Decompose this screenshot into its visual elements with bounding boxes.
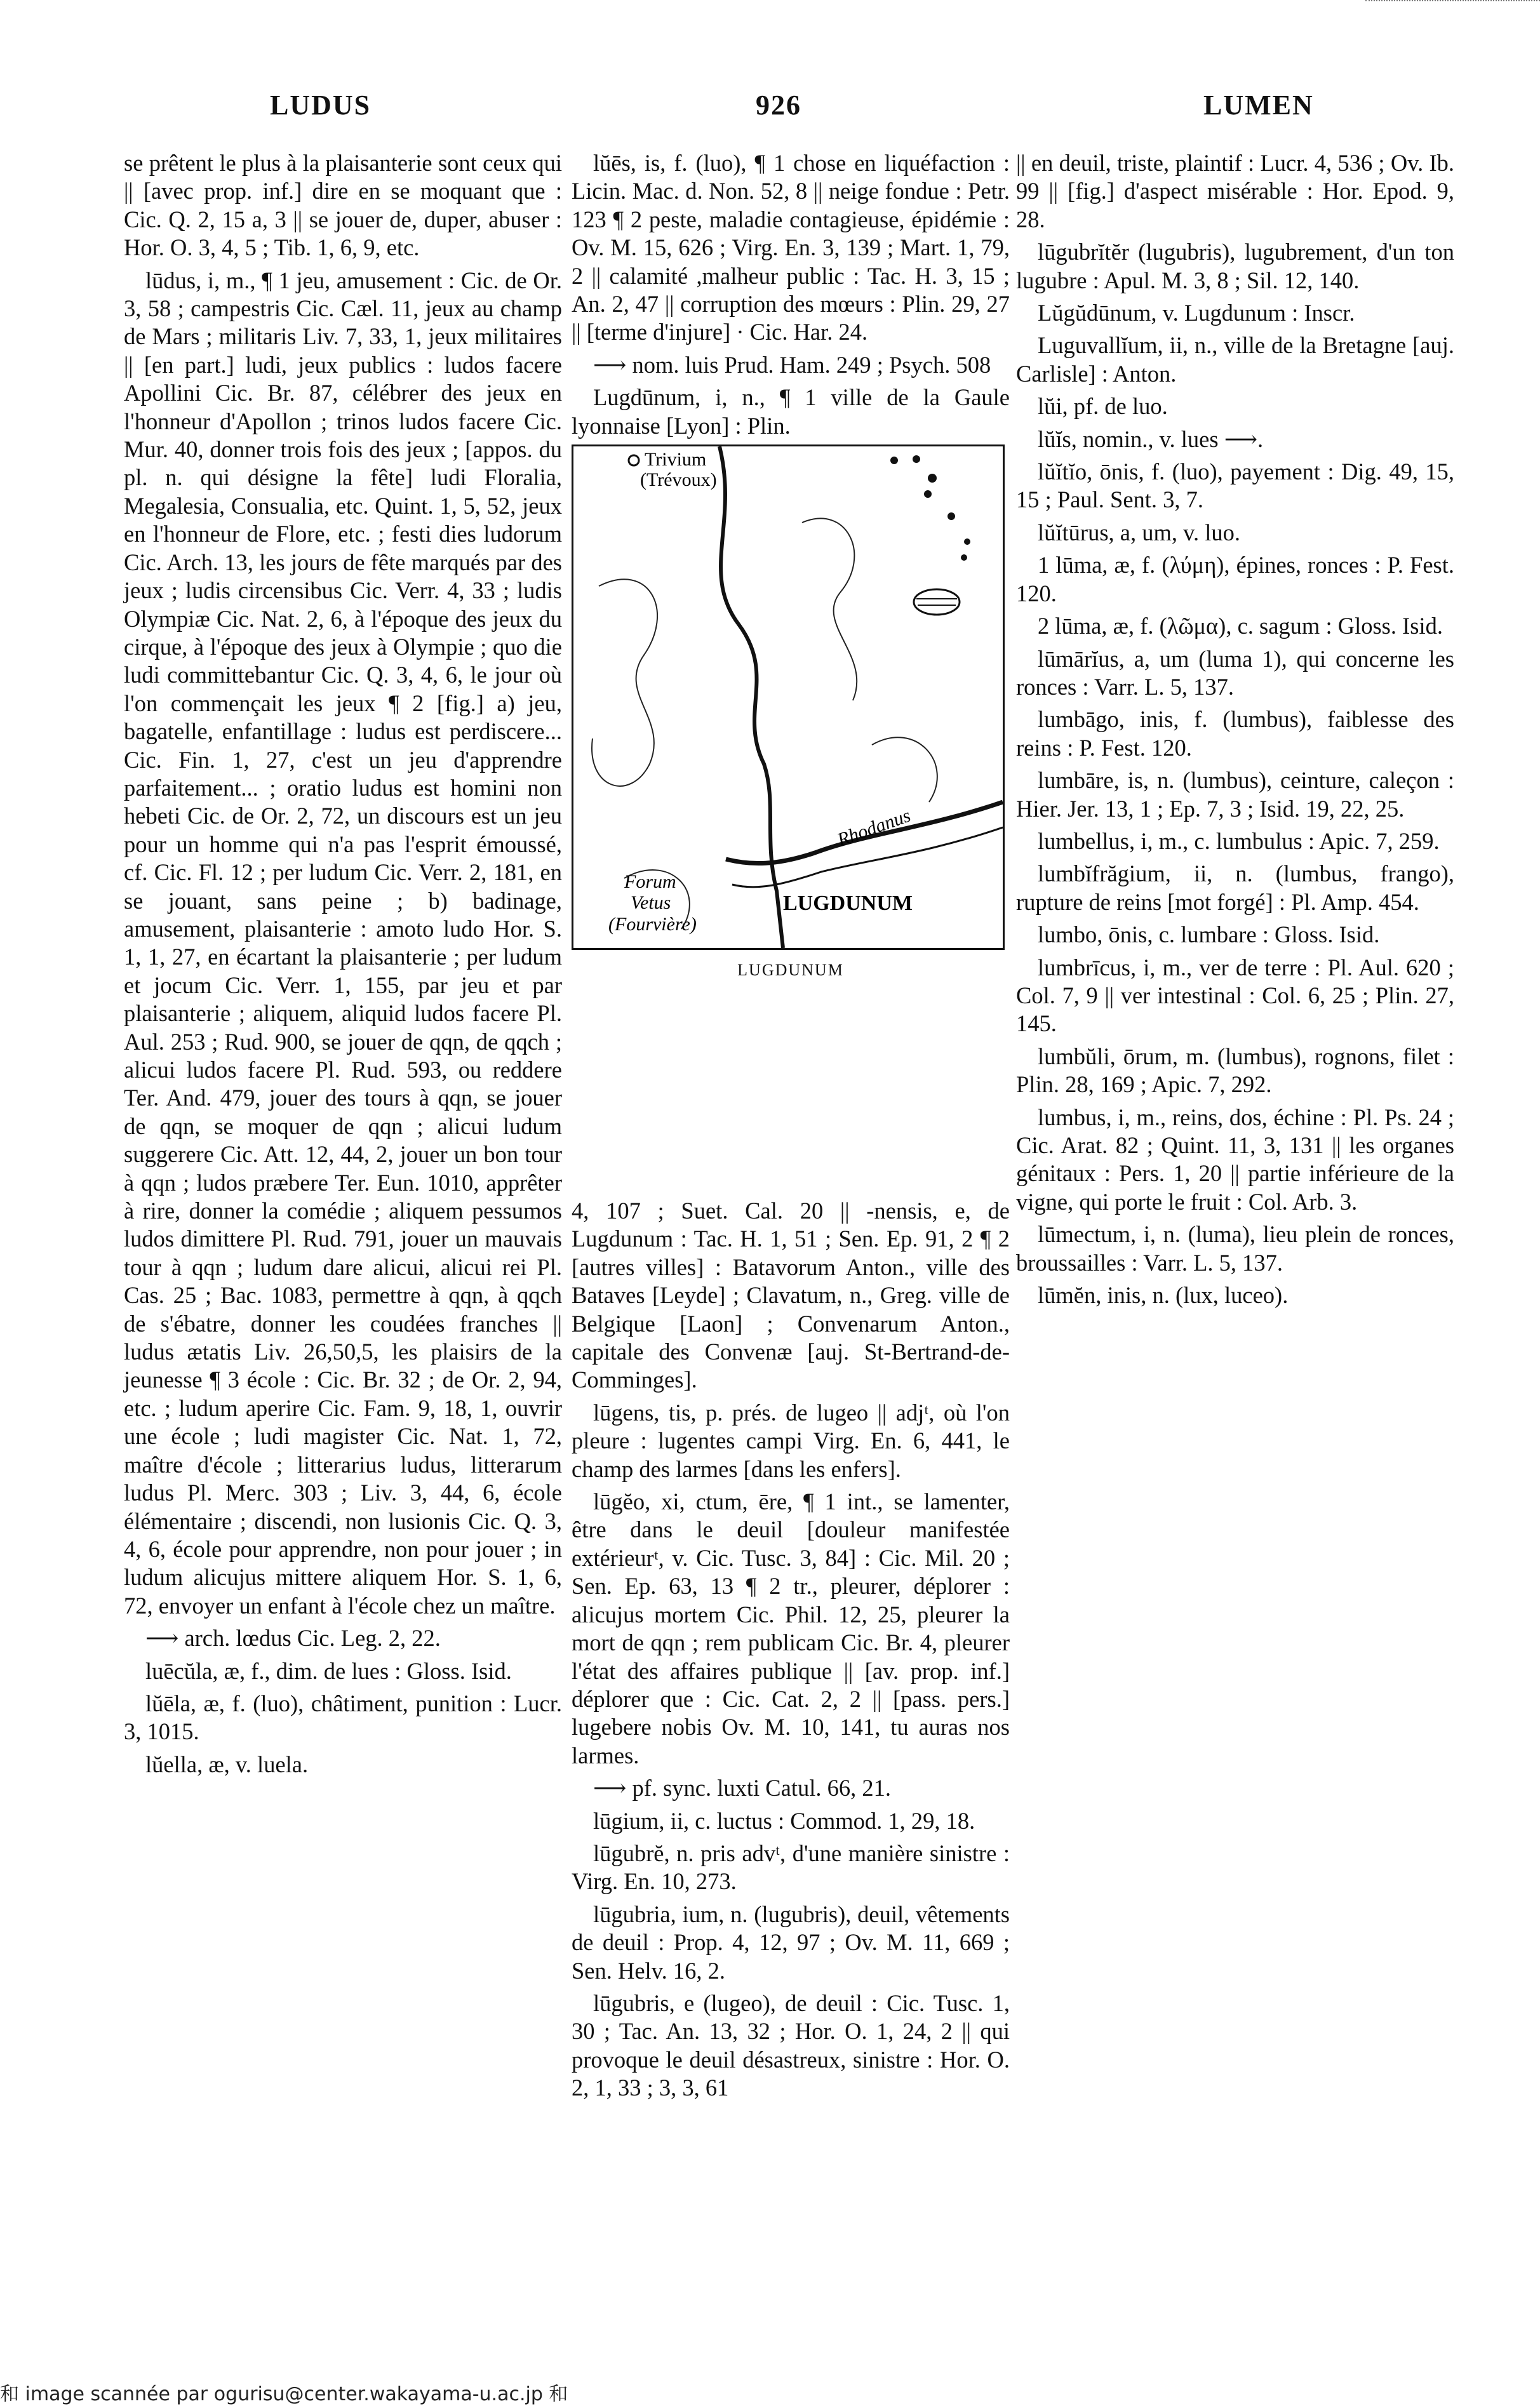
column-2-continued [572, 1197, 1010, 2107]
dictionary-entry: lumbo, ōnis, c. lumbare : Gloss. Isid. [1038, 921, 1380, 948]
page-number: 926 [756, 90, 801, 121]
dictionary-entry: lŭi, pf. de luo. [1038, 393, 1168, 420]
page-header [0, 89, 1540, 133]
top-rule [1365, 0, 1540, 5]
map-label: Trivium [645, 449, 707, 471]
running-head-right: LUMEN [1203, 90, 1314, 121]
dictionary-entry: ⟶ nom. luis Prud. Ham. 249 ; Psych. 508 [593, 351, 991, 378]
dictionary-entry: || en deuil, triste, plaintif : Lucr. 4, 536 ; Ov. Ib. 99 || [fig.] d'aspect misérable : Hor. Epod. 9, 28. [1016, 150, 1454, 232]
map-label: Rhodanus [834, 805, 914, 851]
dictionary-entry: ⟶ arch. lœdus Cic. Leg. 2, 22. [145, 1625, 441, 1652]
dictionary-entry: 1 lūma, æ, f. (λύμη), épines, ronces : P. Fest. 120. [1016, 552, 1454, 606]
map-caption: LUGDUNUM [737, 961, 844, 980]
dictionary-entry: lumbāgo, inis, f. (lumbus), faiblesse des reins : P. Fest. 120. [1016, 706, 1454, 761]
column-3 [1016, 149, 1454, 1314]
map-illustration [572, 444, 1005, 950]
dictionary-entry: se prêtent le plus à la plaisanterie sont ceux qui || [avec prop. inf.] dire en se moquant que : Cic. Q. 2, 15 a, 3 || se jouer de, duper, abuser : Hor. O. 3, 4, 5 ; Tib. 1, 6, 9, etc. [124, 150, 562, 261]
dictionary-entry: lumbellus, i, m., c. lumbulus : Apic. 7, 259. [1038, 827, 1440, 854]
map-label: (Trévoux) [640, 469, 717, 491]
dictionary-entry: luēcŭla, æ, f., dim. de lues : Gloss. Isid. [145, 1657, 512, 1684]
dictionary-entry: lŭĭs, nomin., v. lues ⟶. [1038, 425, 1264, 452]
dictionary-entry: lumbrīcus, i, m., ver de terre : Pl. Aul. 620 ; Col. 7, 9 || ver intestinal : Col. 6, 25 ; Plin. 27, 145. [1016, 954, 1454, 1037]
column-1 [124, 149, 562, 1783]
dictionary-entry: lūgubrĭtĕr (lugubris), lugubrement, d'un ton lugubre : Apul. M. 3, 8 ; Sil. 12, 140. [1016, 239, 1454, 293]
island-marker [914, 589, 960, 615]
dictionary-entry: lumbĭfrăgium, ii, n. (lumbus, frango), rupture de reins [mot forgé] : Pl. Amp. 454. [1016, 860, 1454, 915]
dictionary-entry: lŭĭtĭo, ōnis, f. (luo), payement : Dig. 49, 15, 15 ; Paul. Sent. 3, 7. [1016, 458, 1454, 513]
dictionary-entry: Lŭgŭdūnum, v. Lugdunum : Inscr. [1038, 300, 1355, 326]
dictionary-entry: lŭella, æ, v. luela. [145, 1751, 309, 1777]
dictionary-entry: lumbus, i, m., reins, dos, échine : Pl. Ps. 24 ; Cic. Arat. 82 ; Quint. 11, 3, 131 || les organes génitaux : Pers. 1, 20 || partie inférieure de la vigne, qui porte le fruit : Col. Arb. 3. [1016, 1104, 1454, 1215]
dictionary-entry: lūmectum, i, n. (luma), lieu plein de ronces, broussailles : Varr. L. 5, 137. [1016, 1221, 1454, 1276]
dictionary-entry: lūgubria, ium, n. (lugubris), deuil, vêtements de deuil : Prop. 4, 12, 97 ; Ov. M. 11, 669 ; Sen. Helv. 16, 2. [572, 1901, 1010, 1984]
dictionary-entry: lumbŭli, ōrum, m. (lumbus), rognons, filet : Plin. 28, 169 ; Apic. 7, 292. [1016, 1043, 1454, 1098]
dictionary-entry: Luguvallĭum, ii, n., ville de la Bretagne [auj. Carlisle] : Anton. [1016, 332, 1454, 387]
dictionary-entry: lūgium, ii, c. luctus : Commod. 1, 29, 18. [593, 1807, 975, 1834]
dictionary-entry: lŭēs, is, f. (luo), ¶ 1 chose en liquéfaction : Licin. Mac. d. Non. 52, 8 || neige fondue : Petr. 123 ¶ 2 peste, maladie contagieuse, épidémie : Ov. M. 15, 626 ; Virg. En. 3, 139 ; Mart. 1, 79, 2 || calamité ,malheur public : Tac. H. 3, 15 ; An. 2, 47 || corruption des mœurs : Plin. 29, 27 || [terme d'injure] · Cic. Har. 24. [572, 150, 1010, 345]
dictionary-entry: Lugdūnum, i, n., ¶ 1 ville de la Gaule lyonnaise [Lyon] : Plin. [572, 384, 1010, 439]
map-drawing [573, 446, 1003, 948]
running-head-left: LUDUS [270, 90, 372, 121]
dictionary-entry: lūgubris, e (lugeo), de deuil : Cic. Tusc. 1, 30 ; Tac. An. 13, 32 ; Hor. O. 1, 24, 2 || qui provoque le deuil désastreux, sinistre : Hor. O. 2, 1, 33 ; 3, 3, 61 [572, 1989, 1010, 2101]
dictionary-entry: lūmĕn, inis, n. (lux, luceo). [1038, 1282, 1289, 1309]
dictionary-entry: lŭēla, æ, f. (luo), châtiment, punition : Lucr. 3, 1015. [124, 1690, 562, 1745]
map-label: Forum [624, 871, 676, 893]
dictionary-entry: lŭĭtūrus, a, um, v. luo. [1038, 519, 1241, 545]
map-label: (Fourvière) [608, 914, 697, 935]
column-2 [572, 149, 1010, 992]
dictionary-entry: lumbāre, is, n. (lumbus), ceinture, caleçon : Hier. Jer. 13, 1 ; Ep. 7, 3 ; Isid. 19, 22, 25. [1016, 767, 1454, 822]
dictionary-entry: lūgens, tis, p. prés. de lugeo || adjᵗ, où l'on pleure : lugentes campi Virg. En. 6, 441, le champ des larmes [dans les enfers]. [572, 1399, 1010, 1482]
dictionary-entry: ⟶ pf. sync. luxti Catul. 66, 21. [593, 1775, 892, 1801]
dictionary-entry: lūdus, i, m., ¶ 1 jeu, amusement : Cic. de Or. 3, 58 ; campestris Cic. Cæl. 11, jeux au champ de Mars ; militaris Liv. 7, 33, 1, jeux militaires || [en part.] ludi, jeux publics : ludos facere Apollini Cic. Br. 87, célébrer des jeux en l'honneur d'Apollon ; trinos ludos facere Cic. Mur. 40, donner trois fois des jeux ; [appos. du pl. n. qui désigne la fête] ludi Floralia, Megalesia, Consualia, etc. Quint. 1, 5, 52, jeux en l'honneur de Flore, etc. ; festi dies ludorum Cic. Arch. 13, les jours de fête marqués par des jeux ; ludis circensibus Cic. Verr. 4, 33 ; ludis Olympiæ Cic. Nat. 2, 6, à l'époque des jeux du cirque, à l'époque des jeux à Olympie ; quo die ludi committebantur Cic. Q. 3, 4, 6, le jour où l'on commençait les jeux ¶ 2 [fig.] a) jeu, bagatelle, enfantillage : ludus est perdiscere... Cic. Fin. 1, 27, c'est un jeu d'apprendre parfaitement... ; oratio ludus est homini non hebeti Cic. de Or. 2, 72, un discours est un jeu pour un homme qui n'a pas l'esprit émoussé, cf. Cic. Fl. 12 ; per ludum Cic. Verr. 2, 181, en se jouant, sans peine ; b) badinage, amusement, plaisanterie : amoto ludo Hor. S. 1, 1, 27, en écartant la plaisanterie ; per ludum et jocum Cic. Verr. 1, 155, par jeu et par plaisanterie ; aliquem, aliquid ludos facere Pl. Aul. 253 ; Rud. 900, se jouer de qqn, de qqch ; alicui ludos facere Pl. Rud. 593, ou reddere Ter. And. 479, jouer des tours à qqn, se jouer de qqn, se moquer de qqn ; alicui ludum suggerere Cic. Att. 12, 44, 2, jouer un bon tour à qqn ; ludos præbere Ter. Eun. 1010, apprêter à rire, donner la comédie ; aliquem pessumos ludos dimittere Pl. Rud. 791, jouer un mauvais tour à qqn ; ludum dare alicui, alicui rei Pl. Cas. 25 ; Bac. 1083, permettre à qqn, à qqch de s'ébatre, donner les coudées franches || ludus ætatis Liv. 26,50,5, les plaisirs de la jeunesse ¶ 3 école : Cic. Br. 32 ; de Or. 2, 94, etc. ; ludum aperire Cic. Fam. 9, 18, 1, ouvrir une école ; ludi magister Cic. Nat. 1, 72, maître d'école ; litterarius ludus, litterarum ludus Pl. Merc. 303 ; Liv. 3, 44, 6, école élémentaire ; discendi, non lusionis Cic. Q. 3, 4, 6, école pour apprendre, non pour jouer ; in ludum alicujus mittere aliquem Hor. S. 1, 6, 72, envoyer un enfant à l'école chez un maître. [124, 267, 562, 1619]
dictionary-entry: lūmārĭus, a, um (luma 1), qui concerne les ronces : Varr. L. 5, 137. [1016, 645, 1454, 700]
dictionary-entry: lūgubrĕ, n. pris advᵗ, d'une manière sinistre : Virg. En. 10, 273. [572, 1840, 1010, 1895]
dictionary-entry: 2 lūma, æ, f. (λῶμα), c. sagum : Gloss. Isid. [1038, 613, 1443, 639]
map-label: Vetus [631, 892, 671, 914]
map-label: LUGDUNUM [783, 892, 913, 916]
dictionary-entry: 4, 107 ; Suet. Cal. 20 || -nensis, e, de Lugdunum : Tac. H. 1, 51 ; Sen. Ep. 91, 2 ¶ 2 [autres villes] : Batavorum Anton., ville des Bataves [Leyde] ; Clavatum, n., Greg. ville de Belgique [Laon] ; Convenarum Anton., capitale des Convenæ [auj. St-Bertrand-de-Comminges]. [572, 1198, 1010, 1393]
scan-credit-footer: 和 image scannée par ogurisu@center.wakayama-u.ac.jp 和 [0, 2383, 568, 2405]
dictionary-entry: lūgĕo, xi, ctum, ēre, ¶ 1 int., se lamenter, être dans le deuil [douleur manifestée extérieurᵗ, v. Cic. Tusc. 3, 84] : Cic. Mil. 20 ; Sen. Ep. 63, 13 ¶ 2 tr., pleurer, déplorer : alicujus mortem Cic. Phil. 12, 25, pleurer la mort de qqn ; rem publicam Cic. Br. 4, pleurer l'état des affaires publique || [av. prop. inf.] déplorer que : Cic. Cat. 2, 2 || [pass. pers.] lugebere nobis Ov. M. 10, 141, tu auras nos larmes. [572, 1488, 1010, 1768]
